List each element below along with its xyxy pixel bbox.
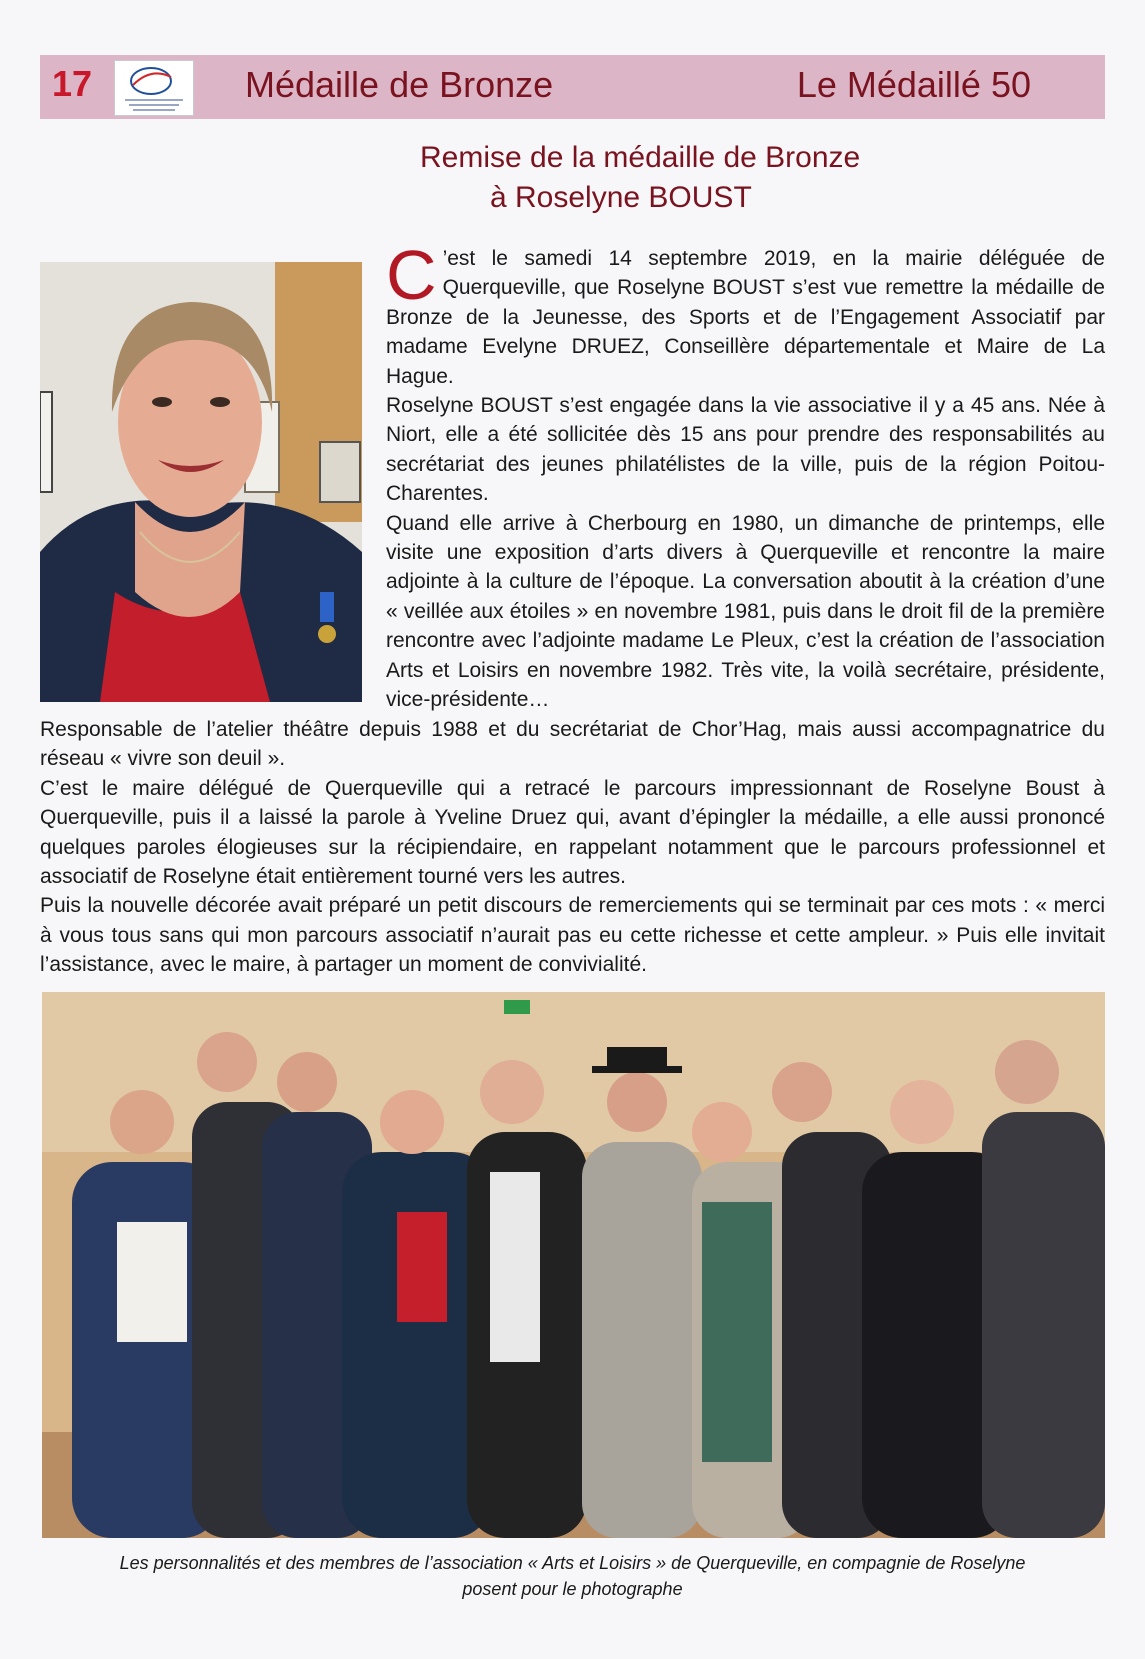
page-header	[40, 55, 1105, 119]
magazine-name: Le Médaillé 50	[796, 64, 1031, 105]
group-photo	[42, 992, 1105, 1538]
paragraph-5: C’est le maire délégué de Querqueville qui a retracé le parcours impressionnant de Roselyne Boust à Querqueville, puis il a laissé la parole à Yveline Druez qui, avant d’épingler la médaille, a elle aussi prononcé quelques paroles élogieuses sur la récipiendaire, en rappelant notamment que le parcours professionnel et associatif de Roselyne était entièrement tourné vers les autres.	[40, 776, 1105, 889]
paragraph-1	[386, 236, 1105, 391]
paragraph-6: Puis la nouvelle décorée avait préparé un petit discours de remerciements qui se terminait par ces mots : « merci à vous tous sans qui mon parcours associatif n’aurait pas eu cette richesse et cette ampleur. » Puis elle invitait l’assistance, avec le maire, à partager un moment de convivialité.	[40, 894, 1105, 977]
paragraph-4: Responsable de l’atelier théâtre depuis 1988 et du secrétariat de Chor’Hag, mais aussi accompagnatrice du réseau « vivre son deuil ».	[40, 718, 1105, 771]
article-body-top	[386, 236, 1105, 715]
article-body-bottom	[40, 715, 1105, 980]
photo-caption	[30, 1550, 1115, 1602]
article-title	[360, 138, 1060, 218]
section-title: Médaille de Bronze	[245, 64, 554, 105]
page-number: 17	[52, 63, 93, 104]
paragraph-3: Quand elle arrive à Cherbourg en 1980, un dimanche de printemps, elle visite une exposition d’arts divers à Querqueville et rencontre la maire adjointe à la culture de l’époque. La conversation aboutit à la création d’une « veillée aux étoiles » en novembre 1981, puis dans le droit fil de la première rencontre avec l’adjointe madame Le Pleux, c’est la création de l’association Arts et Loisirs en novembre 1982. Très vite, la voilà secrétaire, présidente, vice-présidente…	[386, 511, 1105, 712]
portrait-photo	[40, 262, 362, 702]
caption-line2: posent pour le photographe	[462, 1579, 683, 1599]
article-title-line1: Remise de la médaille de Bronze	[420, 141, 861, 174]
drop-cap: C	[386, 236, 437, 314]
paragraph-1-text: ’est le samedi 14 septembre 2019, en la mairie déléguée de Querqueville, que Roselyne BOUST s’est vue remettre la médaille de Bronze de la Jeunesse, des Sports et de l’Engagement Associatif par madame Evelyne DRUEZ, Conseillère départementale et Maire de La Hague.	[386, 247, 1105, 388]
article-title-line2: à Roselyne BOUST	[490, 181, 752, 214]
ffmjsea-logo	[114, 60, 194, 116]
paragraph-2: Roselyne BOUST s’est engagée dans la vie associative il y a 45 ans. Née à Niort, elle a été sollicitée dès 15 ans pour prendre des responsabilités au secrétariat des jeunes philatélistes de la ville, puis de la région Poitou-Charentes.	[386, 394, 1105, 506]
caption-line1: Les personnalités et des membres de l’association « Arts et Loisirs » de Querqueville, en compagnie de Roselyne	[119, 1553, 1026, 1573]
